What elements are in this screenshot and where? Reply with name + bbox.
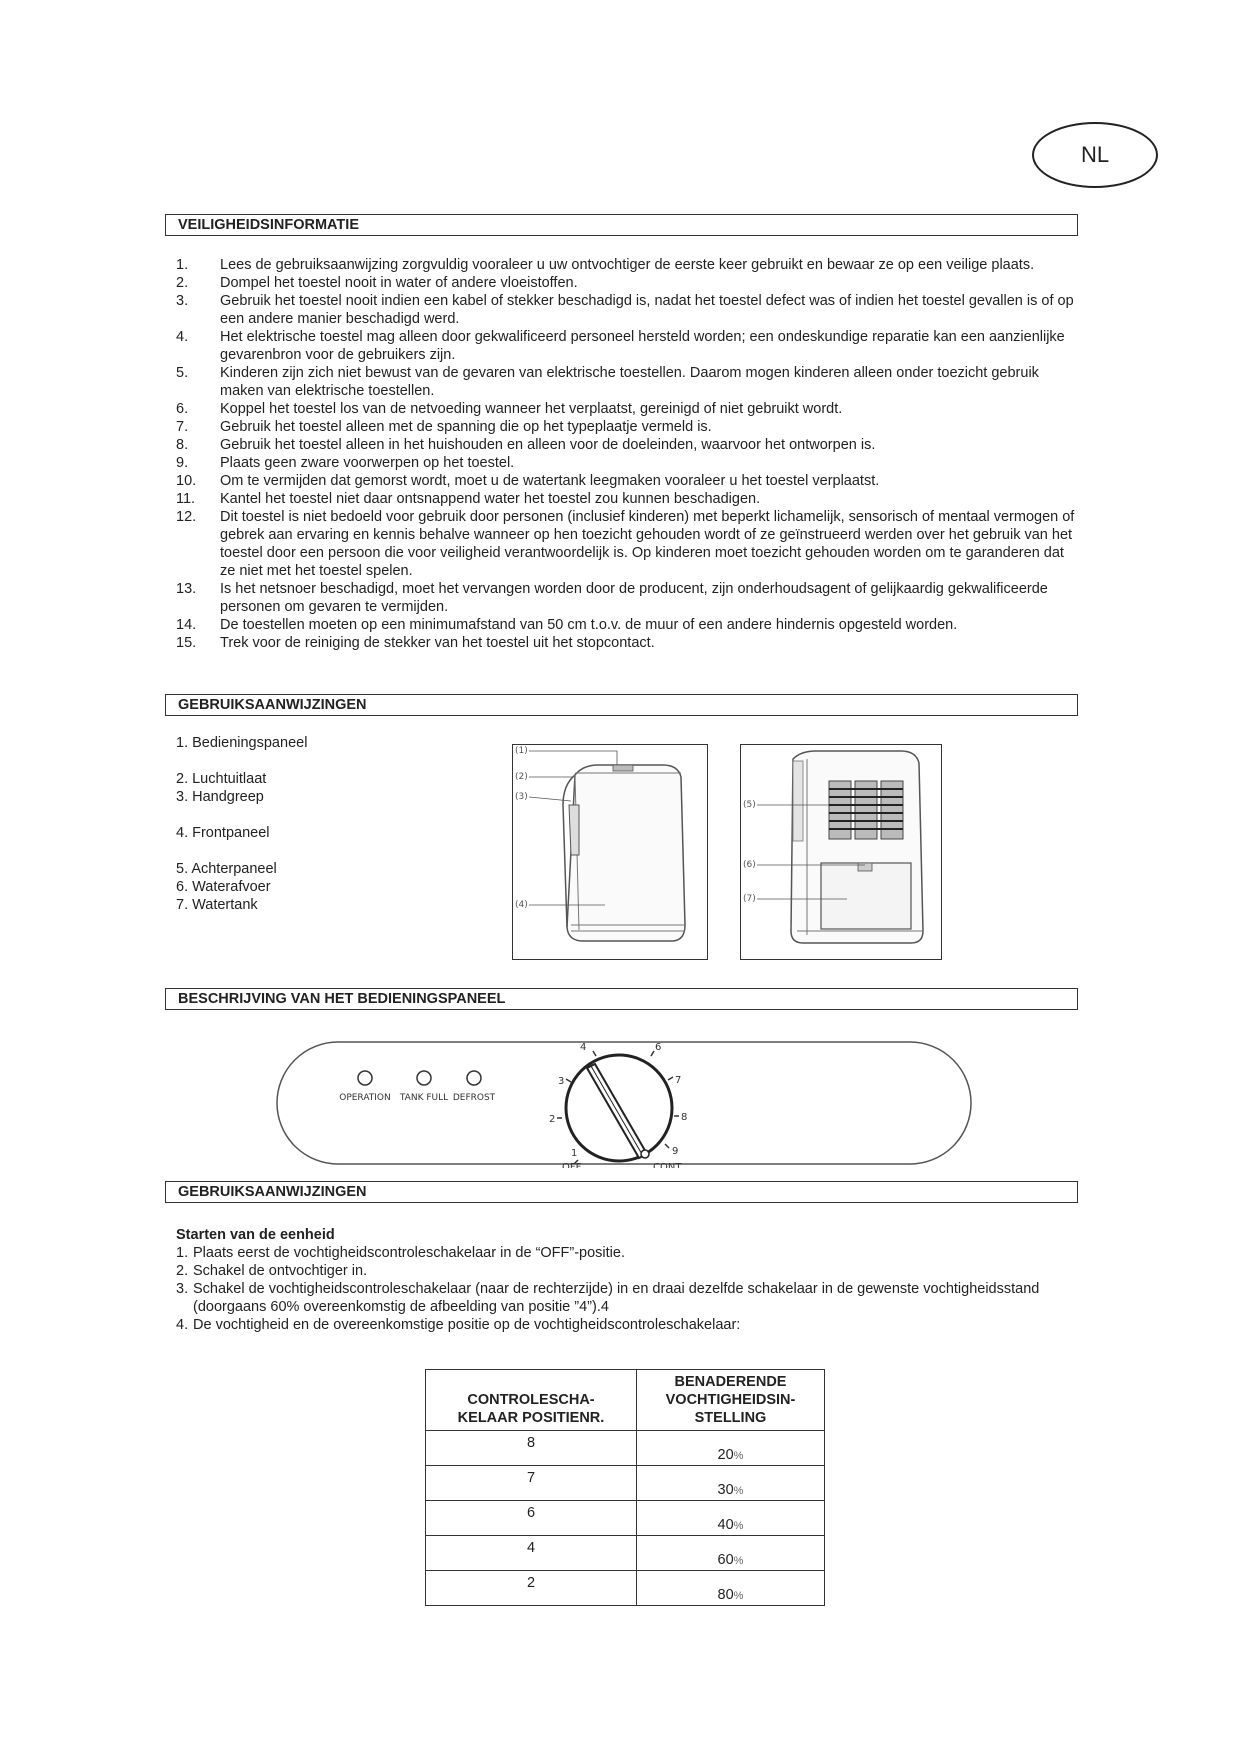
dial-number-7: 7: [675, 1075, 682, 1086]
back-view-figure: [740, 744, 942, 960]
safety-item-text: Plaats geen zware voorwerpen op het toestel.: [220, 455, 515, 471]
part-item: 3. Handgreep: [176, 789, 264, 805]
position-cell: 7: [426, 1466, 637, 1501]
safety-item: [176, 364, 1076, 400]
safety-item-number: 9.: [176, 455, 189, 471]
safety-item-text: Gebruik het toestel nooit indien een kabel of stekker beschadigd is, nadat het toestel defect was of indien het toestel gevallen is of op een andere manier beschadigd werd.: [220, 293, 1074, 327]
safety-item-number: 1.: [176, 257, 189, 273]
safety-item-text: Gebruik het toestel alleen met de spanning die op het typeplaatje vermeld is.: [220, 419, 712, 435]
table-header-position: [426, 1370, 637, 1431]
callout-7: (7): [743, 894, 756, 904]
percent-sign: %: [733, 1590, 744, 1602]
safety-item: [176, 274, 1076, 292]
safety-item-text: Het elektrische toestel mag alleen door gekwalificeerd personeel hersteld worden; een ondeskundige reparatie kan een aanzienlijke gevarenbron voor de gebruikers zijn.: [220, 329, 1065, 363]
control-panel-illustration: [275, 1036, 975, 1168]
safety-item-number: 7.: [176, 419, 189, 435]
safety-item-number: 2.: [176, 275, 189, 291]
safety-item-text: Is het netsnoer beschadigd, moet het vervangen worden door de producent, zijn onderhoudsagent of gelijkaardig gekwalificeerde personen om gevaren te vermijden.: [220, 581, 1048, 615]
safety-item-text: Gebruik het toestel alleen in het huishouden en alleen voor de doeleinden, waarvoor het ontworpen is.: [220, 437, 876, 453]
front-view-figure: [512, 744, 708, 960]
part-item: 6. Waterafvoer: [176, 879, 271, 895]
percent-sign: %: [733, 1485, 744, 1497]
front-view-illustration: [513, 745, 706, 958]
dial-number-8: 8: [681, 1112, 688, 1123]
callout-5: (5): [743, 800, 756, 810]
language-badge: [1032, 122, 1158, 188]
safety-list: [176, 256, 1076, 652]
safety-item-number: 6.: [176, 401, 189, 417]
percent-sign: %: [733, 1555, 744, 1567]
safety-item-number: 10.: [176, 473, 197, 489]
operation-label: OPERATION: [339, 1093, 391, 1103]
safety-item-number: 12.: [176, 509, 197, 525]
instruction-step-text: Schakel de ontvochtiger in.: [193, 1263, 368, 1279]
safety-item-text: De toestellen moeten op een minimumafstand van 50 cm t.o.v. de muur of een andere hindernis opgesteld worden.: [220, 617, 958, 633]
safety-item-number: 15.: [176, 635, 197, 651]
safety-item-text: Dit toestel is niet bedoeld voor gebruik door personen (inclusief kinderen) met beperkt lichamelijk, sensorisch of mentaal vermogen of gebrek aan ervaring en kennis behalve wanneer op hen toezicht gehouden wordt of ze geïnstrueerd werden over het gebruik van het toestel door een persoon die voor veiligheid verantwoordelijk is. Op kinderen moet toezicht gehouden worden om te garanderen dat ze niet met het toestel spelen.: [220, 509, 1075, 579]
instruction-step-number: 3.: [176, 1281, 189, 1297]
position-cell: 8: [426, 1431, 637, 1466]
section-header-control-panel: BESCHRIJVING VAN HET BEDIENINGSPANEEL: [165, 988, 1078, 1010]
callout-3: (3): [515, 792, 528, 802]
callout-1: (1): [515, 746, 528, 756]
part-item: 2. Luchtuitlaat: [176, 771, 267, 787]
safety-item: [176, 418, 1076, 436]
safety-item-number: 11.: [176, 491, 196, 507]
humidity-value: 80: [717, 1587, 734, 1603]
instruction-step-number: 4.: [176, 1317, 189, 1333]
humidity-value: 60: [717, 1552, 734, 1568]
defrost-label: DEFROST: [452, 1093, 496, 1103]
safety-item: [176, 256, 1076, 274]
humidity-cell: [636, 1501, 824, 1536]
humidity-value: 40: [717, 1517, 734, 1533]
section-header-usage-instructions: GEBRUIKSAANWIJZINGEN: [165, 1181, 1078, 1203]
safety-item-text: Kinderen zijn zich niet bewust van de gevaren van elektrische toestellen. Daarom mogen kinderen alleen onder toezicht gebruik maken van elektrische toestellen.: [220, 365, 1039, 399]
header-position-line: CONTROLESCHA-: [467, 1392, 595, 1408]
instruction-step-number: 1.: [176, 1245, 189, 1261]
table-row: [426, 1431, 825, 1466]
table-row: [426, 1466, 825, 1501]
safety-item: [176, 634, 1076, 652]
safety-item-text: Koppel het toestel los van de netvoeding wanneer het verplaatst, gereinigd of niet gebruikt wordt.: [220, 401, 843, 417]
safety-item: [176, 508, 1076, 580]
dial-number-2: 2: [549, 1114, 556, 1125]
safety-item-text: Om te vermijden dat gemorst wordt, moet u de watertank leegmaken vooraleer u het toestel verplaatst.: [220, 473, 880, 489]
instruction-step: [176, 1262, 1076, 1280]
dial-number-9: 9: [672, 1146, 679, 1157]
language-code: NL: [1080, 142, 1110, 167]
humidity-cell: [636, 1466, 824, 1501]
tank-full-label: TANK FULL: [399, 1093, 449, 1103]
humidity-value: 30: [717, 1482, 734, 1498]
instructions-subtitle: Starten van de eenheid: [176, 1227, 335, 1243]
header-humidity-line: STELLING: [694, 1410, 767, 1426]
dial-number-4: 4: [580, 1042, 587, 1053]
control-panel-figure: [275, 1036, 975, 1168]
safety-item: [176, 400, 1076, 418]
safety-item-text: Kantel het toestel niet daar ontsnappend water het toestel zou kunnen beschadigen.: [220, 491, 761, 507]
humidity-value: 20: [717, 1447, 734, 1463]
safety-item-number: 3.: [176, 293, 189, 309]
instruction-step: [176, 1244, 1076, 1262]
instruction-step-number: 2.: [176, 1263, 189, 1279]
dial-off-label: OFF: [562, 1162, 582, 1168]
safety-item: [176, 328, 1076, 364]
part-item: 4. Frontpaneel: [176, 825, 270, 841]
safety-item: [176, 292, 1076, 328]
dial-number-6: 6: [655, 1042, 662, 1053]
table-row: [426, 1571, 825, 1606]
safety-item-text: Trek voor de reiniging de stekker van het toestel uit het stopcontact.: [220, 635, 655, 651]
instruction-step-text: De vochtigheid en de overeenkomstige positie op de vochtigheidscontroleschakelaar:: [193, 1317, 741, 1333]
humidity-cell: [636, 1431, 824, 1466]
safety-item: [176, 490, 1076, 508]
section-header-safety: VEILIGHEIDSINFORMATIE: [165, 214, 1078, 236]
part-item: 1. Bedieningspaneel: [176, 735, 308, 751]
percent-sign: %: [733, 1450, 744, 1462]
instruction-step: [176, 1280, 1076, 1316]
table-header-humidity: [636, 1370, 824, 1431]
humidity-cell: [636, 1571, 824, 1606]
position-cell: 4: [426, 1536, 637, 1571]
section-header-usage: GEBRUIKSAANWIJZINGEN: [165, 694, 1078, 716]
table-row: [426, 1536, 825, 1571]
instruction-step-text: Schakel de vochtigheidscontroleschakelaar (naar de rechterzijde) in en draai dezelfde schakelaar in de gewenste vochtigheidsstand (doorgaans 60% overeenkomstig de afbeelding van positie ”4”).4: [193, 1281, 1040, 1315]
percent-sign: %: [733, 1520, 744, 1532]
safety-item-text: Lees de gebruiksaanwijzing zorgvuldig vooraleer u uw ontvochtiger de eerste keer gebruikt en bewaar ze op een veilige plaats.: [220, 257, 1035, 273]
part-item: 7. Watertank: [176, 897, 258, 913]
table-row: [426, 1501, 825, 1536]
safety-item: [176, 436, 1076, 454]
safety-item-number: 5.: [176, 365, 189, 381]
safety-item: [176, 616, 1076, 634]
instruction-steps: [176, 1244, 1076, 1334]
instructions: [176, 1226, 1076, 1334]
safety-item-text: Dompel het toestel nooit in water of andere vloeistoffen.: [220, 275, 578, 291]
instruction-step: [176, 1316, 1076, 1334]
instruction-step-text: Plaats eerst de vochtigheidscontroleschakelaar in de “OFF”-positie.: [193, 1245, 625, 1261]
safety-item-number: 14.: [176, 617, 197, 633]
humidity-cell: [636, 1536, 824, 1571]
dial-cont-label: CONT.: [653, 1162, 684, 1168]
header-humidity-line: VOCHTIGHEIDSIN-: [665, 1392, 796, 1408]
callout-2: (2): [515, 772, 528, 782]
part-item: 5. Achterpaneel: [176, 861, 277, 877]
dial-number-1: 1: [571, 1148, 578, 1159]
safety-item: [176, 454, 1076, 472]
callout-4: (4): [515, 900, 528, 910]
safety-item-number: 13.: [176, 581, 197, 597]
safety-item: [176, 580, 1076, 616]
humidity-table: [425, 1369, 825, 1606]
dial-number-3: 3: [558, 1076, 565, 1087]
safety-item-number: 8.: [176, 437, 189, 453]
header-position-line: KELAAR POSITIENR.: [457, 1410, 605, 1426]
callout-6: (6): [743, 860, 756, 870]
safety-item-number: 4.: [176, 329, 189, 345]
safety-item: [176, 472, 1076, 490]
position-cell: 2: [426, 1571, 637, 1606]
back-view-illustration: [741, 745, 940, 958]
position-cell: 6: [426, 1501, 637, 1536]
header-humidity-line: BENADERENDE: [674, 1374, 787, 1390]
